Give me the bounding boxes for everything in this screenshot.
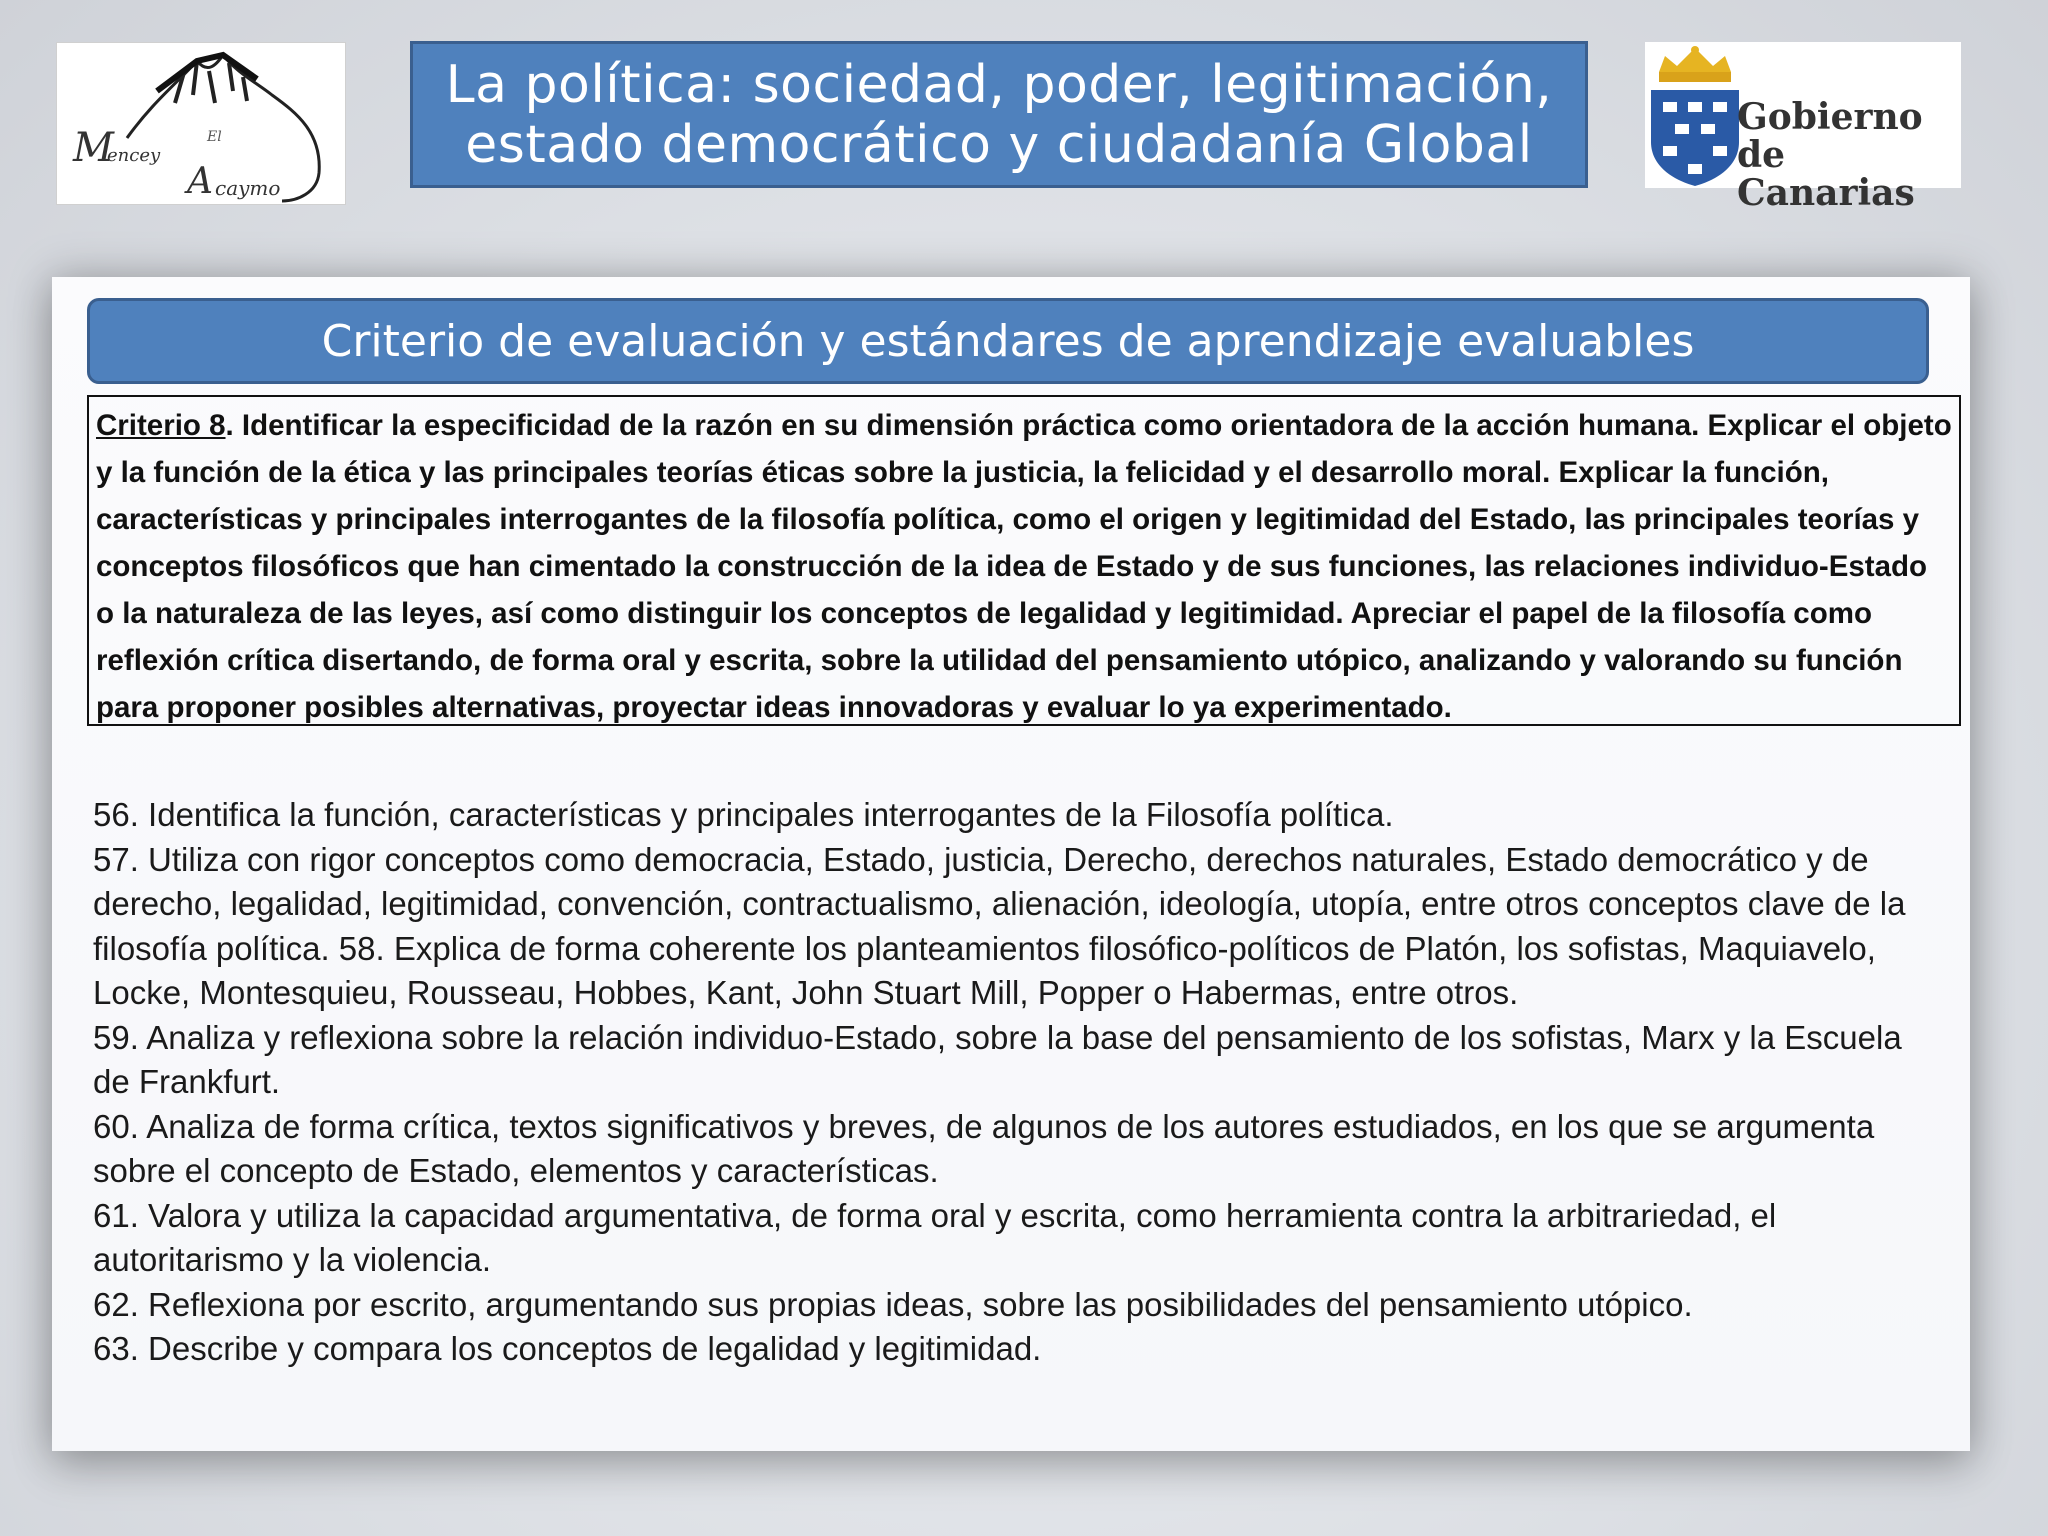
svg-text:A: A	[187, 161, 213, 202]
mountain-logo-icon	[57, 43, 345, 204]
standard-item: 57. Utiliza con rigor conceptos como democracia, Estado, justicia, Derecho, derechos naturales, Estado democrático y de derecho, legalidad, legitimidad, convención, contractualismo, alienación, ideología, utopía, entre otros conceptos clave de la filosofía política. 58. Explica de forma coherente los planteamientos filosófico-políticos de Platón, los sofistas, Maquiavelo, Locke, Montesquieu, Rousseau, Hobbes, Kant, John Stuart Mill, Popper o Habermas, entre otros.	[93, 840, 1906, 1011]
section-heading: Criterio de evaluación y estándares de aprendizaje evaluables	[321, 315, 1695, 367]
criterion-box	[87, 395, 1961, 726]
standards-list	[93, 793, 1943, 1372]
section-heading-box	[87, 298, 1929, 384]
standard-item: 59. Analiza y reflexiona sobre la relación individuo-Estado, sobre la base del pensamiento de los sofistas, Marx y la Escuela de Frankfurt.	[93, 1018, 1902, 1100]
criterion-label: Criterio 8	[96, 409, 226, 442]
gobierno-canarias-wordmark	[1737, 98, 1961, 212]
mencey-acaymo-logo	[56, 42, 346, 205]
canarias-emblem-icon	[1645, 42, 1745, 188]
slide-title-box	[410, 41, 1588, 188]
svg-text:M: M	[73, 125, 114, 171]
wordmark-line-2: de Canarias	[1737, 134, 1915, 214]
slide-title	[446, 55, 1553, 175]
standard-item: 60. Analiza de forma crítica, textos significativos y breves, de algunos de los autores estudiados, en los que se argumenta sobre el concepto de Estado, elementos y características.	[93, 1107, 1875, 1189]
standard-item: 62. Reflexiona por escrito, argumentando sus propias ideas, sobre las posibilidades del pensamiento utópico.	[93, 1285, 1693, 1323]
criterion-body: . Identificar la especificidad de la razón en su dimensión práctica como orientadora de la acción humana. Explicar el objeto y la función de la ética y las principales teorías éticas sobre la justicia, la felicidad y el desarrollo moral. Explicar la función, características y principales interrogantes de la filosofía política, como el origen y legitimidad del Estado, las principales teorías y conceptos filosóficos que han cimentado la construcción de la idea de Estado y de sus funciones, las relaciones individuo-Estado o la naturaleza de las leyes, así como distinguir los conceptos de legalidad y legitimidad. Apreciar el papel de la filosofía como reflexión crítica disertando, de forma oral y escrita, sobre la utilidad del pensamiento utópico, analizando y valorando su función para proponer posibles alternativas, proyectar ideas innovadoras y evaluar lo ya experimentado.	[96, 409, 1952, 724]
wordmark-line-1: Gobierno	[1737, 96, 1923, 138]
svg-text:El: El	[207, 129, 222, 145]
slide-title-line-2: estado democrático y ciudadanía Global	[465, 114, 1533, 175]
standard-item: 61. Valora y utiliza la capacidad argumentativa, de forma oral y escrita, como herramienta contra la arbitrariedad, el autoritarismo y la violencia.	[93, 1196, 1777, 1278]
svg-text:caymo: caymo	[215, 176, 281, 200]
standard-item: 56. Identifica la función, características y principales interrogantes de la Filosofía política.	[93, 796, 1394, 833]
slide-title-line-1: La política: sociedad, poder, legitimación,	[445, 54, 1553, 115]
gobierno-canarias-logo	[1645, 42, 1961, 214]
criterion-text	[96, 402, 1953, 731]
standard-item: 63. Describe y compara los conceptos de legalidad y legitimidad.	[93, 1330, 1042, 1367]
svg-text:encey: encey	[107, 145, 161, 166]
